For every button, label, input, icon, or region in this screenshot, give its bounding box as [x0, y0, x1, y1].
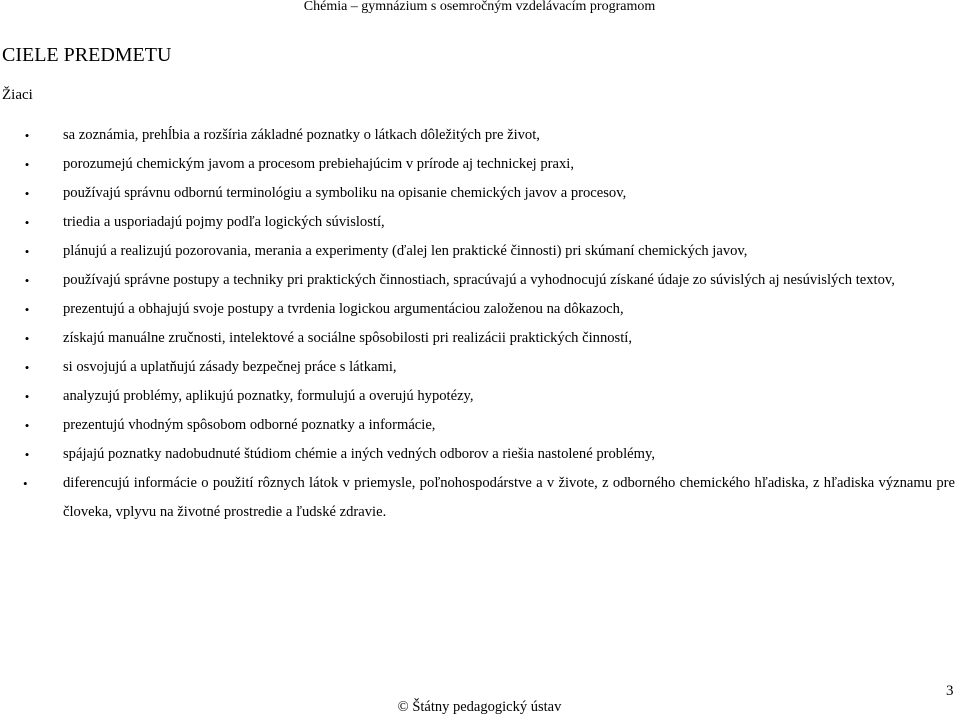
list-item [0, 179, 959, 208]
list-item [0, 266, 959, 295]
bullet-icon: • [24, 244, 30, 259]
section-heading: CIELE PREDMETU [2, 44, 172, 66]
section-intro: Žiaci [2, 87, 33, 103]
footer-copyright: © Štátny pedagogický ústav [397, 699, 562, 715]
list-item [0, 440, 959, 469]
list-item [0, 353, 959, 382]
bullet-icon: • [24, 447, 30, 462]
goal-text: sa zoznámia, prehĺbia a rozšíria základné poznatky o látkach dôležitých pre život, [63, 127, 540, 143]
bullet-icon: • [24, 186, 30, 201]
goals-list [0, 121, 959, 527]
goal-text: používajú správne postupy a techniky pri praktických činnostiach, spracúvajú a vyhodnocujú získané údaje zo súvislých aj nesúvislých textov, [63, 272, 895, 288]
goal-text: si osvojujú a uplatňujú zásady bezpečnej práce s látkami, [63, 359, 397, 375]
list-item [0, 208, 959, 237]
bullet-icon: • [24, 418, 30, 433]
bullet-icon: • [24, 302, 30, 317]
bullet-icon: • [24, 360, 30, 375]
list-item [0, 411, 959, 440]
running-header: Chémia – gymnázium s osemročným vzdelávacím programom [303, 0, 656, 14]
list-item [0, 150, 959, 179]
list-item [0, 121, 959, 150]
goal-text: plánujú a realizujú pozorovania, merania a experimenty (ďalej len praktické činnosti) pri skúmaní chemických javov, [63, 243, 748, 259]
bullet-icon: • [24, 273, 30, 288]
bullet-icon: • [23, 476, 28, 491]
goal-text: používajú správnu odbornú terminológiu a symboliku na opisanie chemických javov a procesov, [63, 185, 627, 201]
bullet-icon: • [24, 215, 30, 230]
goal-text: prezentujú vhodným spôsobom odborné poznatky a informácie, [63, 417, 436, 433]
bullet-icon: • [24, 389, 30, 404]
list-item [0, 295, 959, 324]
page-number: 3 [946, 683, 954, 699]
goal-text: diferencujú informácie o použití rôznych látok v priemysle, poľnohospodárstve a v živote, z odborného chemického hľadiska, z hľadiska významu pre človeka, vplyvu na životné prostredie a ľudské zdravie. [63, 475, 955, 520]
bullet-icon: • [24, 331, 30, 346]
goal-text: triedia a usporiadajú pojmy podľa logických súvislostí, [63, 214, 385, 230]
bullet-icon: • [24, 128, 30, 143]
goal-text: prezentujú a obhajujú svoje postupy a tvrdenia logickou argumentáciou založenou na dôkazoch, [63, 301, 624, 317]
bullet-icon: • [24, 157, 30, 172]
goal-text: porozumejú chemickým javom a procesom prebiehajúcim v prírode aj technickej praxi, [63, 156, 575, 172]
list-item [0, 237, 959, 266]
goal-text: získajú manuálne zručnosti, intelektové a sociálne spôsobilosti pri realizácii praktických činností, [63, 330, 632, 346]
list-item [0, 324, 959, 353]
list-item [0, 382, 959, 411]
goal-text: analyzujú problémy, aplikujú poznatky, formulujú a overujú hypotézy, [63, 388, 474, 404]
list-item [0, 469, 959, 527]
goal-text: spájajú poznatky nadobudnuté štúdiom chémie a iných vedných odborov a riešia nastolené problémy, [63, 446, 655, 462]
